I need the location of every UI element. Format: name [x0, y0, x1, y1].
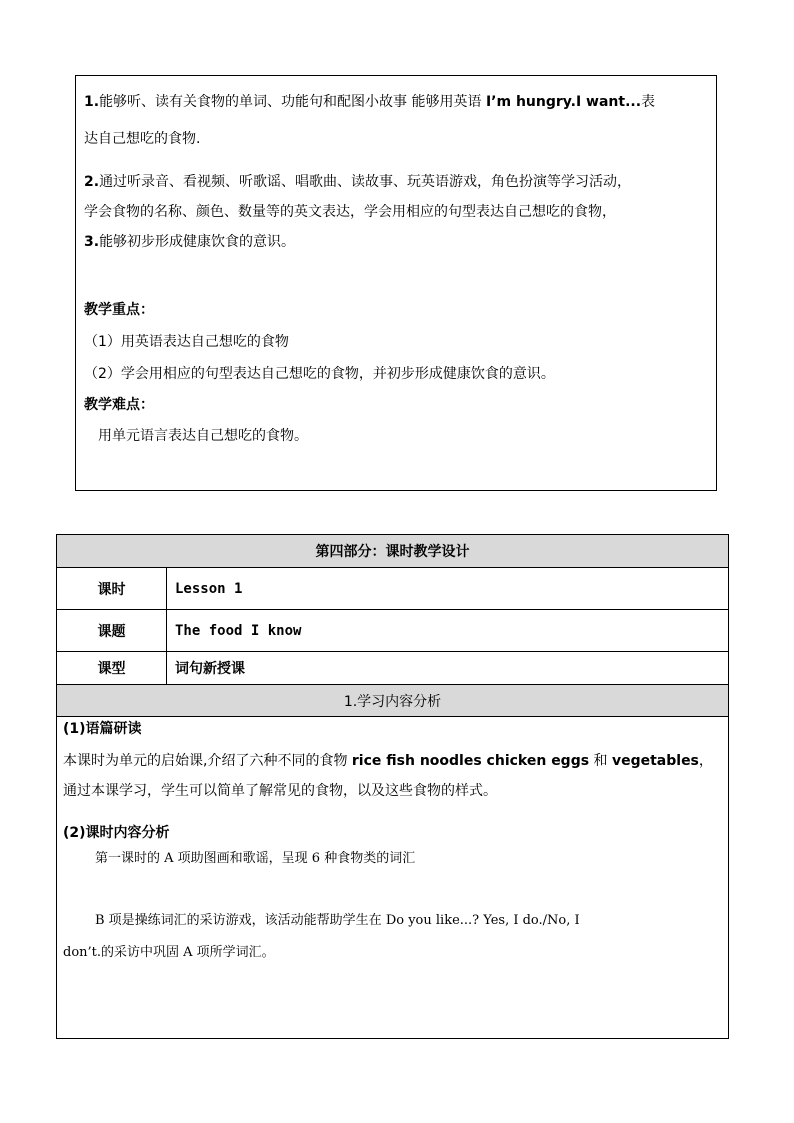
- row-label: 课时: [57, 568, 167, 610]
- analysis-title: 1.学习内容分析: [57, 685, 729, 717]
- key-point-2: （2）学会用相应的句型表达自己想吃的食物，并初步形成健康饮食的意识。: [84, 366, 555, 382]
- objective-line-2: 2.通过听录音、看视频、听歌谣、唱歌曲、读故事、玩英语游戏，角色扮演等学习活动，: [84, 174, 632, 190]
- key-points-title: 教学重点：: [84, 302, 154, 318]
- p2-line-b1: B 项是操练词汇的采访游戏，该活动能帮助学生在 Do you like...? Yes, I do./No, I: [95, 913, 580, 928]
- section-title: 第四部分：课时教学设计: [57, 535, 729, 568]
- analysis-content: [57, 717, 729, 1039]
- objective-line-1b: 达自己想吃的食物.: [84, 131, 201, 147]
- row-value: Lesson 1: [167, 568, 729, 610]
- row-label: 课题: [57, 610, 167, 652]
- objective-line-1: 1.能够听、读有关食物的单词、功能句和配图小故事 能够用英语 I’m hungry.I want...表: [84, 94, 656, 110]
- table-row: [57, 568, 729, 610]
- section-header-row: [57, 535, 729, 568]
- analysis-content-row: [57, 717, 729, 1039]
- objectives-box: [75, 75, 717, 491]
- row-label: 课型: [57, 652, 167, 685]
- table-row: [57, 610, 729, 652]
- p2-title: (2)课时内容分析: [63, 825, 170, 841]
- objective-line-3: 3.能够初步形成健康饮食的意识。: [84, 234, 296, 250]
- key-point-1: （1）用英语表达自己想吃的食物: [84, 334, 289, 350]
- p1-line-a: 本课时为单元的启始课,介绍了六种不同的食物 rice fish noodles chicken eggs 和 vegetables，: [63, 753, 713, 769]
- p1-line-b: 通过本课学习，学生可以简单了解常见的食物，以及这些食物的样式。: [63, 783, 497, 799]
- p2-line-b2: don’t.的采访中巩固 A 项所学词汇。: [63, 945, 275, 960]
- table-row: [57, 652, 729, 685]
- difficulty-1: 用单元语言表达自己想吃的食物。: [98, 428, 308, 444]
- objective-line-2b: 学会食物的名称、颜色、数量等的英文表达，学会用相应的句型表达自己想吃的食物，: [84, 204, 616, 220]
- lesson-design-table: [56, 534, 729, 1039]
- p1-title: (1)语篇研读: [63, 721, 142, 737]
- row-value: The food I know: [167, 610, 729, 652]
- analysis-header-row: [57, 685, 729, 717]
- p2-line-a: 第一课时的 A 项助图画和歌谣，呈现 6 种食物类的词汇: [95, 851, 416, 866]
- row-value: 词句新授课: [167, 652, 729, 685]
- difficulty-title: 教学难点：: [84, 397, 154, 413]
